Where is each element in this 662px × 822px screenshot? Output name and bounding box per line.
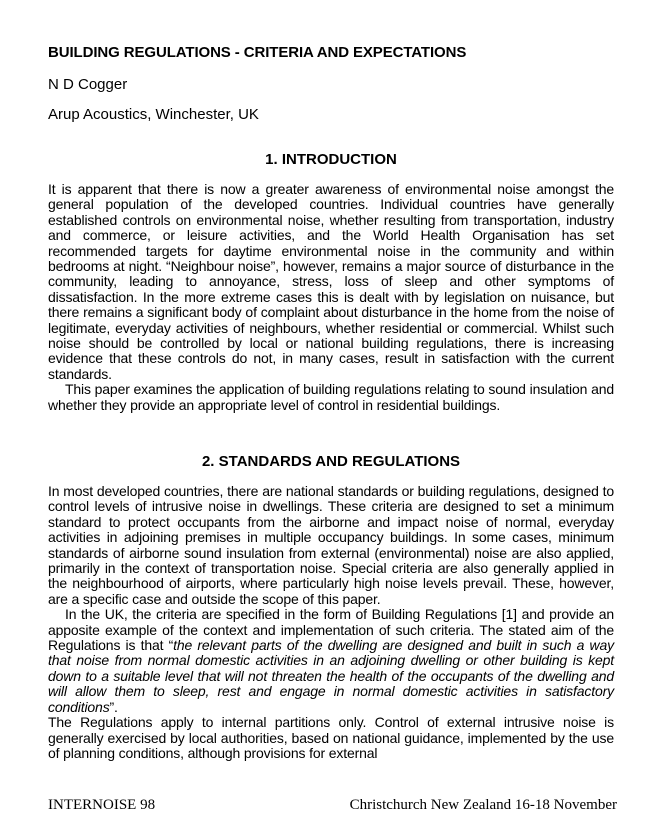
footer-venue: Christchurch New Zealand 16-18 November [349, 797, 617, 813]
regulation-quote: the relevant parts of the dwelling are designed and built in such a way that noise from normal domestic activities in an adjoining dwelling or other building is kept down to a suitable level that will not threaten the health of the occupants of the dwelling and will allow them to sleep, rest and engage in normal domestic activities in satisfactory conditions [48, 637, 614, 715]
paragraph: In most developed countries, there are national standards or building regulations, designed to control levels of intrusive noise in dwellings. These criteria are designed to set a minimum standard to protect occupants from the airborne and impact noise of normal, everyday activities in adjoining premises in multiple occupancy buildings. In some cases, minimum standards of airborne sound insulation from external (environmental) noise are also applied, primarily in the context of transportation noise. Special criteria are also generally applied in the neighbourhood of airports, where particularly high noise levels prevail. These, however, are a specific case and outside the scope of this paper. [48, 483, 614, 607]
footer-conference: INTERNOISE 98 [48, 797, 156, 813]
paragraph: This paper examines the application of building regulations relating to sound insulation and whether they provide an appropriate level of control in residential buildings. [48, 381, 614, 413]
paragraph: The Regulations apply to internal partitions only. Control of external intrusive noise is generally exercised by local authorities, based on national guidance, implemented by the use of planning conditions, although provisions for external [48, 714, 614, 761]
paragraph-with-quote [48, 607, 614, 715]
author-name: N D Cogger [48, 76, 128, 93]
section-heading-standards: 2. STANDARDS AND REGULATIONS [201, 453, 461, 470]
author-affiliation: Arup Acoustics, Winchester, UK [48, 106, 259, 123]
paper-title: BUILDING REGULATIONS - CRITERIA AND EXPECTATIONS [48, 44, 467, 61]
section-body-introduction [48, 182, 614, 413]
section-heading-introduction: 1. INTRODUCTION [265, 151, 397, 168]
section-body-standards [48, 484, 614, 761]
quote-tail-text: ”. [109, 698, 118, 715]
paragraph: It is apparent that there is now a greater awareness of environmental noise amongst the general population of the developed countries. Individual countries have generally established controls on environmental noise, whether resulting from transportation, industry and commerce, or leisure activities, and the World Health Organisation has set recommended targets for daytime environmental noise in the community and within bedrooms at night. “Neighbour noise”, however, remains a major source of disturbance in the community, leading to annoyance, stress, loss of sleep and other symptoms of dissatisfaction. In the more extreme cases this is dealt with by legislation on nuisance, but there remains a significant body of complaint about disturbance in the home from the noise of legitimate, everyday activities of neighbours, whether residential or commercial. Whilst such noise should be controlled by local or national building regulations, there is increasing evidence that these controls do not, in many cases, result in satisfaction with the current standards. [48, 181, 614, 382]
quote-lead-text: In the UK, the criteria are specified in the form of Building Regulations [1] and provide an apposite example of the context and implementation of such criteria. The stated aim of the Regulations is that “ [48, 606, 614, 654]
